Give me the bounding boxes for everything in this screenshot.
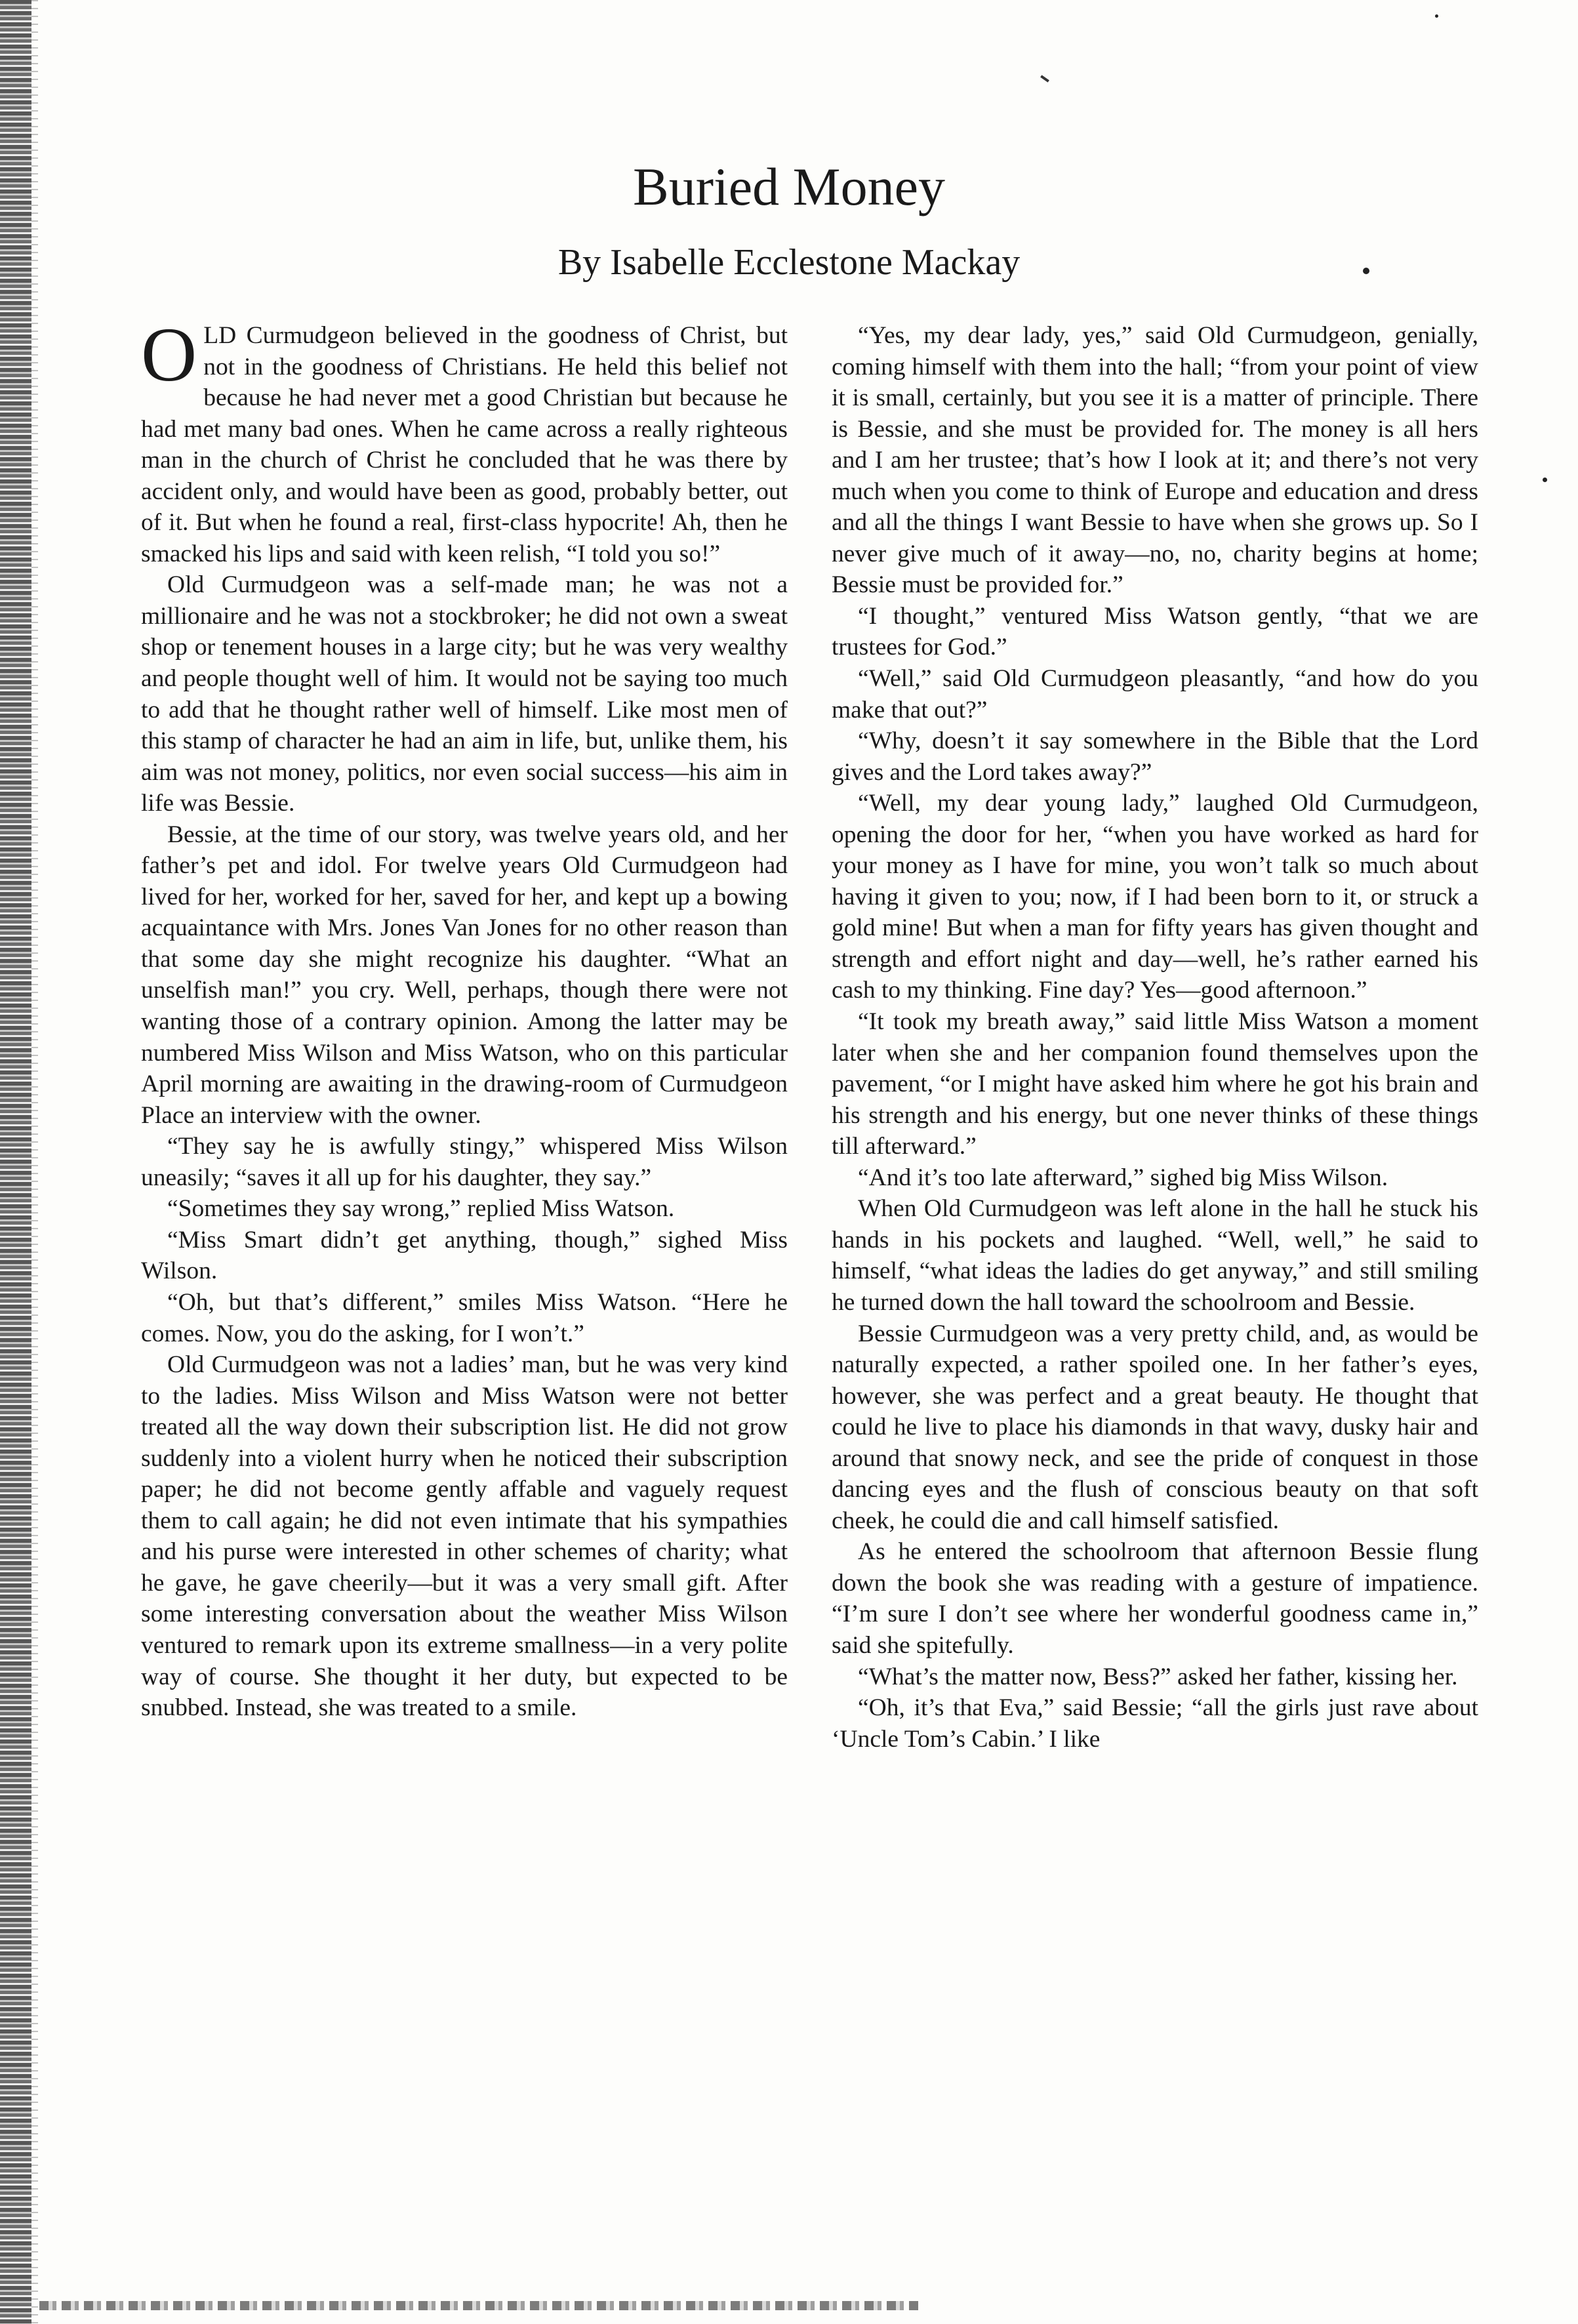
- paragraph: As he entered the schoolroom that afternoon Bessie flung down the book she was reading with a gesture of impatience. “I’m sure I don’t see where her wonderful goodness came in,” said she spitefully.: [832, 1538, 1478, 1659]
- paragraph: “Well,” said Old Curmudgeon pleasantly, “and how do you make that out?”: [832, 665, 1478, 724]
- paragraph: Bessie, at the time of our story, was twelve years old, and her father’s pet and idol. For twelve years Old Curmudgeon had lived for her, worked for her, saved for her, and kept up a bowing acquaintance with Mrs. Jones Van Jones for no other reason than that some day she might recognize his daughter. “What an unselfish man!” you cry. Well, perhaps, though there were not wanting those of a contrary opinion. Among the latter may be numbered Miss Wilson and Miss Watson, who on this particular April morning are awaiting in the drawing-room of Curmudgeon Place an interview with the owner.: [141, 821, 788, 1129]
- left-column: [141, 312, 788, 1724]
- binding-shadow: [31, 0, 38, 2324]
- paragraph: [141, 312, 788, 569]
- paragraph: Bessie Curmudgeon was a very pretty child, and, as would be naturally expected, a rather spoiled one. In her father’s eyes, however, she was perfect and a great beauty. He thought that could he live to place his diamonds in that wavy, dusky hair and around that snowy neck, and see the pride of conquest in those dancing eyes and the flush of conscious beauty on that soft cheek, he could die and call himself satisfied.: [832, 1320, 1478, 1534]
- ink-speck: [1543, 478, 1547, 482]
- drop-cap: O: [141, 312, 197, 398]
- paragraph: “Oh, but that’s different,” smiles Miss Watson. “Here he comes. Now, you do the asking, for I won’t.”: [141, 1288, 788, 1347]
- ink-speck: [1435, 14, 1438, 18]
- paragraph: Old Curmudgeon was a self-made man; he was not a millionaire and he was not a stockbroker; he did not own a sweat shop or tenement houses in a large city; but he was very wealthy and people thought well of him. It would not be saying too much to add that he thought rather well of himself. Like most men of this stamp of character he had an aim in life, but, unlike them, his aim was not money, politics, nor even social success—his aim in life was Bessie.: [141, 571, 788, 817]
- paragraph: When Old Curmudgeon was left alone in the hall he stuck his hands in his pockets and laughed. “Well, well,” he said to himself, “what ideas the ladies do get anyway,” and still smiling he turned down the hall toward the schoolroom and Bessie.: [832, 1195, 1478, 1316]
- paragraph: “I thought,” ventured Miss Watson gently, “that we are trustees for God.”: [832, 602, 1478, 661]
- paragraph: “Oh, it’s that Eva,” said Bessie; “all the girls just rave about ‘Uncle Tom’s Cabin.’ I like: [832, 1694, 1478, 1753]
- article-title: Buried Money: [633, 157, 945, 216]
- paragraph: Old Curmudgeon was not a ladies’ man, but he was very kind to the ladies. Miss Wilson and Miss Watson were not better treated all the way down their subscription list. He did not grow suddenly into a violent hurry when he noticed their subscription paper; he did not become gently affable and vaguely request them to call again; he did not even intimate that his sympathies and his purse were interested in other schemes of charity; what he gave, he gave cheerily—but it was a very small gift. After some interesting conversation about the weather Miss Wilson ventured to remark upon its extreme smallness—in a very polite way of course. She thought it her duty, but expected to be snubbed. Instead, she was treated to a smile.: [141, 1351, 788, 1722]
- paragraph: “And it’s too late afterward,” sighed big Miss Wilson.: [858, 1164, 1388, 1191]
- ink-mark: [1040, 75, 1049, 82]
- paragraph: “It took my breath away,” said little Miss Watson a moment later when she and her companion found themselves upon the pavement, “or I might have asked him where he got his brain and his strength and his energy, but one never thinks of these things till afterward.”: [832, 1008, 1478, 1160]
- paragraph: “Yes, my dear lady, yes,” said Old Curmudgeon, genially, coming himself with them into the hall; “from your point of view it is small, certainly, but you see it is a matter of principle. There is Bessie, and she must be provided for. The money is all hers and I am her trustee; that’s how I look at it; and there’s not very much when you come to think of Europe and education and dress and all the things I want Bessie to have when she grows up. So I never give much of it away—no, no, charity begins at home; Bessie must be provided for.”: [832, 322, 1478, 599]
- paragraph: “Sometimes they say wrong,” replied Miss Watson.: [167, 1195, 675, 1223]
- paragraph: “Well, my dear young lady,” laughed Old Curmudgeon, opening the door for her, “when you have worked as hard for your money as I have for mine, you won’t talk so much about having it given to you; now, if I had been born to it, or struck a gold mine! But when a man for fifty years has given thought and strength and effort night and day—well, he’s rather earned his cash to my thinking. Fine day? Yes—good afternoon.”: [832, 790, 1478, 1004]
- paragraph: “Why, doesn’t it say somewhere in the Bible that the Lord gives and the Lord takes away?”: [832, 727, 1478, 786]
- scan-bottom-edge: [39, 2301, 918, 2310]
- paragraph: “Miss Smart didn’t get anything, though,” sighed Miss Wilson.: [141, 1226, 788, 1285]
- paragraph: “They say he is awfully stingy,” whispered Miss Wilson uneasily; “saves it all up for his daughter, they say.”: [141, 1133, 788, 1191]
- article-byline: By Isabelle Ecclestone Mackay: [557, 242, 1021, 283]
- book-binding-edge: [0, 0, 31, 2324]
- paragraph-text: LD Curmudgeon believed in the goodness of Christ, but not in the goodness of Christians. He held this belief not because he had never met a good Christian but because he had met many bad ones. When he came across a really righteous man in the church of Christ he concluded that he was there by accident only, and would have been as good, probably better, out of it. But when he found a real, first-class hypocrite! Ah, then he smacked his lips and said with keen relish, “I told you so!”: [141, 322, 788, 567]
- paragraph: “What’s the matter now, Bess?” asked her father, kissing her.: [858, 1663, 1458, 1690]
- right-column: [832, 320, 1478, 1755]
